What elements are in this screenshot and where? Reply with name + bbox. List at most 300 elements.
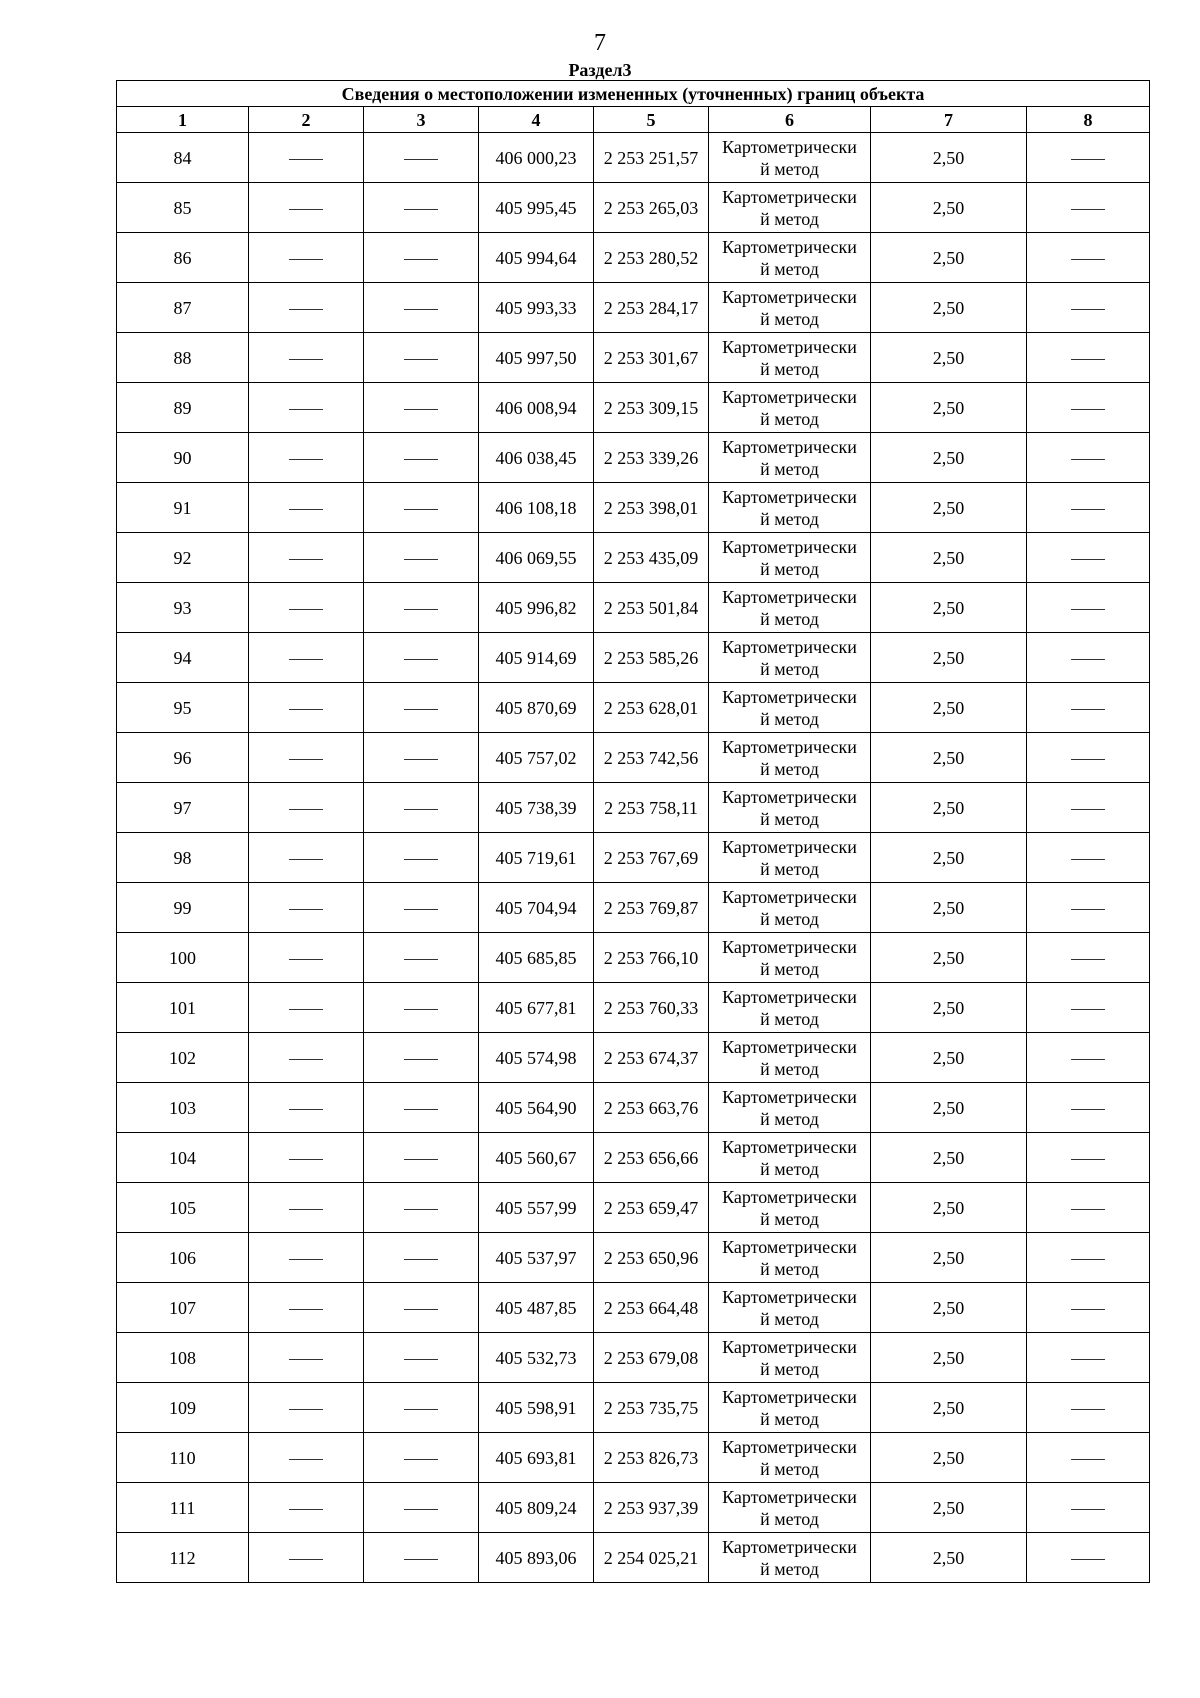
empty-cell-col3 <box>364 1133 479 1183</box>
point-number-cell: 112 <box>117 1533 249 1583</box>
accuracy-cell: 2,50 <box>871 233 1027 283</box>
dash-mark <box>1071 309 1105 310</box>
dash-mark <box>1071 1059 1105 1060</box>
empty-cell-col2 <box>249 183 364 233</box>
method-line-1: Картометрически <box>722 1286 857 1307</box>
empty-cell-col3 <box>364 1233 479 1283</box>
empty-cell-col8 <box>1027 483 1150 533</box>
dash-mark <box>404 1009 438 1010</box>
empty-cell-col2 <box>249 1133 364 1183</box>
dash-mark <box>289 409 323 410</box>
dash-mark <box>289 159 323 160</box>
y-coordinate-cell: 2 253 284,17 <box>594 283 709 333</box>
empty-cell-col3 <box>364 233 479 283</box>
dash-mark <box>289 1409 323 1410</box>
point-number-cell: 97 <box>117 783 249 833</box>
point-number-cell: 91 <box>117 483 249 533</box>
method-cell <box>709 1433 871 1483</box>
x-coordinate-cell: 405 557,99 <box>479 1183 594 1233</box>
table-row <box>117 383 1150 433</box>
method-line-1: Картометрически <box>722 186 857 207</box>
column-header-3: 3 <box>364 107 479 133</box>
method-line-1: Картометрически <box>722 486 857 507</box>
y-coordinate-cell: 2 253 585,26 <box>594 633 709 683</box>
table-row <box>117 1433 1150 1483</box>
empty-cell-col2 <box>249 883 364 933</box>
y-coordinate-cell: 2 253 766,10 <box>594 933 709 983</box>
y-coordinate-cell: 2 253 650,96 <box>594 1233 709 1283</box>
accuracy-cell: 2,50 <box>871 1233 1027 1283</box>
table-row <box>117 983 1150 1033</box>
empty-cell-col3 <box>364 1433 479 1483</box>
dash-mark <box>404 559 438 560</box>
point-number-cell: 107 <box>117 1283 249 1333</box>
empty-cell-col8 <box>1027 1533 1150 1583</box>
method-cell <box>709 1033 871 1083</box>
table-row <box>117 1133 1150 1183</box>
dash-mark <box>1071 1159 1105 1160</box>
method-line-2: й метод <box>760 558 819 579</box>
point-number-cell: 98 <box>117 833 249 883</box>
dash-mark <box>289 559 323 560</box>
column-header-2: 2 <box>249 107 364 133</box>
y-coordinate-cell: 2 253 937,39 <box>594 1483 709 1533</box>
dash-mark <box>289 509 323 510</box>
empty-cell-col3 <box>364 1333 479 1383</box>
empty-cell-col8 <box>1027 1483 1150 1533</box>
empty-cell-col2 <box>249 1533 364 1583</box>
empty-cell-col3 <box>364 1283 479 1333</box>
x-coordinate-cell: 405 598,91 <box>479 1383 594 1433</box>
y-coordinate-cell: 2 253 735,75 <box>594 1383 709 1433</box>
method-line-1: Картометрически <box>722 1186 857 1207</box>
table-row <box>117 1283 1150 1333</box>
dash-mark <box>289 959 323 960</box>
dash-mark <box>404 409 438 410</box>
method-line-1: Картометрически <box>722 236 857 257</box>
dash-mark <box>289 1559 323 1560</box>
x-coordinate-cell: 405 677,81 <box>479 983 594 1033</box>
dash-mark <box>1071 209 1105 210</box>
method-cell <box>709 483 871 533</box>
empty-cell-col2 <box>249 933 364 983</box>
method-cell <box>709 433 871 483</box>
dash-mark <box>404 659 438 660</box>
point-number-cell: 110 <box>117 1433 249 1483</box>
x-coordinate-cell: 405 870,69 <box>479 683 594 733</box>
empty-cell-col2 <box>249 1083 364 1133</box>
x-coordinate-cell: 405 560,67 <box>479 1133 594 1183</box>
accuracy-cell: 2,50 <box>871 933 1027 983</box>
dash-mark <box>1071 1009 1105 1010</box>
method-cell <box>709 383 871 433</box>
empty-cell-col3 <box>364 483 479 533</box>
y-coordinate-cell: 2 253 501,84 <box>594 583 709 633</box>
dash-mark <box>1071 959 1105 960</box>
method-cell <box>709 633 871 683</box>
method-line-1: Картометрически <box>722 1386 857 1407</box>
y-coordinate-cell: 2 253 659,47 <box>594 1183 709 1233</box>
empty-cell-col2 <box>249 383 364 433</box>
dash-mark <box>289 759 323 760</box>
y-coordinate-cell: 2 253 826,73 <box>594 1433 709 1483</box>
point-number-cell: 84 <box>117 133 249 183</box>
empty-cell-col8 <box>1027 683 1150 733</box>
empty-cell-col8 <box>1027 633 1150 683</box>
empty-cell-col8 <box>1027 583 1150 633</box>
method-line-1: Картометрически <box>722 1336 857 1357</box>
method-line-1: Картометрически <box>722 536 857 557</box>
empty-cell-col2 <box>249 1433 364 1483</box>
method-line-2: й метод <box>760 1108 819 1129</box>
dash-mark <box>404 509 438 510</box>
method-line-1: Картометрически <box>722 886 857 907</box>
accuracy-cell: 2,50 <box>871 983 1027 1033</box>
point-number-cell: 109 <box>117 1383 249 1433</box>
empty-cell-col8 <box>1027 533 1150 583</box>
point-number-cell: 93 <box>117 583 249 633</box>
empty-cell-col3 <box>364 283 479 333</box>
empty-cell-col2 <box>249 783 364 833</box>
empty-cell-col2 <box>249 133 364 183</box>
method-cell <box>709 533 871 583</box>
dash-mark <box>289 859 323 860</box>
method-line-2: й метод <box>760 1258 819 1279</box>
dash-mark <box>404 159 438 160</box>
method-cell <box>709 883 871 933</box>
accuracy-cell: 2,50 <box>871 1383 1027 1433</box>
method-line-1: Картометрически <box>722 1536 857 1557</box>
table-row <box>117 1383 1150 1433</box>
empty-cell-col2 <box>249 1333 364 1383</box>
method-cell <box>709 333 871 383</box>
method-line-1: Картометрически <box>722 736 857 757</box>
empty-cell-col2 <box>249 433 364 483</box>
method-cell <box>709 183 871 233</box>
dash-mark <box>404 1459 438 1460</box>
y-coordinate-cell: 2 253 760,33 <box>594 983 709 1033</box>
y-coordinate-cell: 2 253 674,37 <box>594 1033 709 1083</box>
empty-cell-col3 <box>364 1483 479 1533</box>
point-number-cell: 87 <box>117 283 249 333</box>
method-line-1: Картометрически <box>722 1036 857 1057</box>
method-line-1: Картометрически <box>722 386 857 407</box>
empty-cell-col8 <box>1027 1433 1150 1483</box>
point-number-cell: 90 <box>117 433 249 483</box>
dash-mark <box>289 809 323 810</box>
method-line-1: Картометрически <box>722 1436 857 1457</box>
x-coordinate-cell: 406 108,18 <box>479 483 594 533</box>
method-line-2: й метод <box>760 208 819 229</box>
accuracy-cell: 2,50 <box>871 333 1027 383</box>
method-cell <box>709 783 871 833</box>
point-number-cell: 96 <box>117 733 249 783</box>
method-cell <box>709 833 871 883</box>
dash-mark <box>1071 759 1105 760</box>
table-row <box>117 433 1150 483</box>
method-line-1: Картометрически <box>722 1236 857 1257</box>
table-row <box>117 833 1150 883</box>
dash-mark <box>1071 159 1105 160</box>
empty-cell-col2 <box>249 1383 364 1433</box>
accuracy-cell: 2,50 <box>871 1183 1027 1233</box>
method-line-1: Картометрически <box>722 836 857 857</box>
empty-cell-col3 <box>364 933 479 983</box>
dash-mark <box>289 709 323 710</box>
empty-cell-col8 <box>1027 1383 1150 1433</box>
method-cell <box>709 283 871 333</box>
accuracy-cell: 2,50 <box>871 533 1027 583</box>
empty-cell-col8 <box>1027 133 1150 183</box>
method-cell <box>709 933 871 983</box>
x-coordinate-cell: 405 685,85 <box>479 933 594 983</box>
x-coordinate-cell: 405 757,02 <box>479 733 594 783</box>
x-coordinate-cell: 405 532,73 <box>479 1333 594 1383</box>
empty-cell-col8 <box>1027 433 1150 483</box>
empty-cell-col8 <box>1027 1183 1150 1233</box>
empty-cell-col8 <box>1027 183 1150 233</box>
dash-mark <box>1071 1409 1105 1410</box>
method-line-2: й метод <box>760 408 819 429</box>
table-row <box>117 1183 1150 1233</box>
empty-cell-col2 <box>249 633 364 683</box>
method-line-2: й метод <box>760 608 819 629</box>
accuracy-cell: 2,50 <box>871 1333 1027 1383</box>
y-coordinate-cell: 2 254 025,21 <box>594 1533 709 1583</box>
method-cell <box>709 683 871 733</box>
point-number-cell: 86 <box>117 233 249 283</box>
empty-cell-col8 <box>1027 983 1150 1033</box>
x-coordinate-cell: 405 738,39 <box>479 783 594 833</box>
method-line-1: Картометрически <box>722 1086 857 1107</box>
empty-cell-col3 <box>364 583 479 633</box>
x-coordinate-cell: 405 704,94 <box>479 883 594 933</box>
empty-cell-col3 <box>364 183 479 233</box>
dash-mark <box>289 1009 323 1010</box>
dash-mark <box>289 609 323 610</box>
empty-cell-col2 <box>249 983 364 1033</box>
empty-cell-col3 <box>364 533 479 583</box>
y-coordinate-cell: 2 253 663,76 <box>594 1083 709 1133</box>
dash-mark <box>289 459 323 460</box>
method-line-2: й метод <box>760 758 819 779</box>
method-line-2: й метод <box>760 958 819 979</box>
method-line-2: й метод <box>760 708 819 729</box>
empty-cell-col3 <box>364 1183 479 1233</box>
dash-mark <box>1071 359 1105 360</box>
method-line-1: Картометрически <box>722 986 857 1007</box>
method-cell <box>709 1483 871 1533</box>
method-cell <box>709 1233 871 1283</box>
empty-cell-col3 <box>364 883 479 933</box>
method-line-2: й метод <box>760 458 819 479</box>
dash-mark <box>404 909 438 910</box>
dash-mark <box>289 1509 323 1510</box>
table-caption: Сведения о местоположении измененных (уточненных) границ объекта <box>117 81 1150 107</box>
method-cell <box>709 133 871 183</box>
method-line-2: й метод <box>760 158 819 179</box>
table-row <box>117 183 1150 233</box>
method-cell <box>709 583 871 633</box>
empty-cell-col8 <box>1027 733 1150 783</box>
method-line-1: Картометрически <box>722 686 857 707</box>
x-coordinate-cell: 405 996,82 <box>479 583 594 633</box>
y-coordinate-cell: 2 253 309,15 <box>594 383 709 433</box>
method-line-1: Картометрически <box>722 936 857 957</box>
point-number-cell: 95 <box>117 683 249 733</box>
method-cell <box>709 1083 871 1133</box>
table-row <box>117 683 1150 733</box>
method-line-1: Картометрически <box>722 336 857 357</box>
empty-cell-col2 <box>249 1483 364 1533</box>
table-row <box>117 633 1150 683</box>
accuracy-cell: 2,50 <box>871 383 1027 433</box>
column-header-8: 8 <box>1027 107 1150 133</box>
table-row <box>117 933 1150 983</box>
point-number-cell: 88 <box>117 333 249 383</box>
y-coordinate-cell: 2 253 339,26 <box>594 433 709 483</box>
dash-mark <box>404 709 438 710</box>
y-coordinate-cell: 2 253 679,08 <box>594 1333 709 1383</box>
dash-mark <box>1071 1109 1105 1110</box>
table-row <box>117 533 1150 583</box>
point-number-cell: 102 <box>117 1033 249 1083</box>
empty-cell-col8 <box>1027 783 1150 833</box>
dash-mark <box>404 859 438 860</box>
dash-mark <box>1071 1209 1105 1210</box>
point-number-cell: 103 <box>117 1083 249 1133</box>
empty-cell-col8 <box>1027 933 1150 983</box>
x-coordinate-cell: 405 994,64 <box>479 233 594 283</box>
x-coordinate-cell: 405 995,45 <box>479 183 594 233</box>
column-header-5: 5 <box>594 107 709 133</box>
x-coordinate-cell: 406 008,94 <box>479 383 594 433</box>
x-coordinate-cell: 406 069,55 <box>479 533 594 583</box>
dash-mark <box>1071 509 1105 510</box>
method-line-2: й метод <box>760 1208 819 1229</box>
x-coordinate-cell: 405 809,24 <box>479 1483 594 1533</box>
empty-cell-col3 <box>364 1033 479 1083</box>
point-number-cell: 99 <box>117 883 249 933</box>
column-header-6: 6 <box>709 107 871 133</box>
point-number-cell: 85 <box>117 183 249 233</box>
y-coordinate-cell: 2 253 769,87 <box>594 883 709 933</box>
y-coordinate-cell: 2 253 280,52 <box>594 233 709 283</box>
dash-mark <box>289 659 323 660</box>
empty-cell-col2 <box>249 283 364 333</box>
accuracy-cell: 2,50 <box>871 1533 1027 1583</box>
y-coordinate-cell: 2 253 664,48 <box>594 1283 709 1333</box>
method-cell <box>709 233 871 283</box>
accuracy-cell: 2,50 <box>871 633 1027 683</box>
x-coordinate-cell: 405 993,33 <box>479 283 594 333</box>
dash-mark <box>1071 259 1105 260</box>
point-number-cell: 108 <box>117 1333 249 1383</box>
method-line-2: й метод <box>760 358 819 379</box>
table-row <box>117 133 1150 183</box>
x-coordinate-cell: 405 574,98 <box>479 1033 594 1083</box>
method-line-2: й метод <box>760 658 819 679</box>
dash-mark <box>404 309 438 310</box>
method-line-2: й метод <box>760 1308 819 1329</box>
dash-mark <box>404 1209 438 1210</box>
method-line-2: й метод <box>760 808 819 829</box>
y-coordinate-cell: 2 253 398,01 <box>594 483 709 533</box>
empty-cell-col2 <box>249 683 364 733</box>
dash-mark <box>404 1559 438 1560</box>
method-line-2: й метод <box>760 858 819 879</box>
dash-mark <box>1071 459 1105 460</box>
y-coordinate-cell: 2 253 656,66 <box>594 1133 709 1183</box>
dash-mark <box>289 1259 323 1260</box>
x-coordinate-cell: 405 914,69 <box>479 633 594 683</box>
dash-mark <box>404 459 438 460</box>
dash-mark <box>404 1309 438 1310</box>
empty-cell-col2 <box>249 833 364 883</box>
table-row <box>117 1533 1150 1583</box>
dash-mark <box>404 1259 438 1260</box>
table-row <box>117 1033 1150 1083</box>
accuracy-cell: 2,50 <box>871 583 1027 633</box>
method-line-1: Картометрически <box>722 286 857 307</box>
point-number-cell: 101 <box>117 983 249 1033</box>
dash-mark <box>404 1359 438 1360</box>
point-number-cell: 100 <box>117 933 249 983</box>
empty-cell-col2 <box>249 533 364 583</box>
method-cell <box>709 983 871 1033</box>
method-cell <box>709 1133 871 1183</box>
accuracy-cell: 2,50 <box>871 833 1027 883</box>
table-row <box>117 483 1150 533</box>
column-header-7: 7 <box>871 107 1027 133</box>
dash-mark <box>1071 1359 1105 1360</box>
y-coordinate-cell: 2 253 265,03 <box>594 183 709 233</box>
empty-cell-col2 <box>249 1283 364 1333</box>
dash-mark <box>289 1159 323 1160</box>
method-cell <box>709 1183 871 1233</box>
table-row <box>117 333 1150 383</box>
empty-cell-col3 <box>364 633 479 683</box>
empty-cell-col2 <box>249 333 364 383</box>
empty-cell-col8 <box>1027 1283 1150 1333</box>
point-number-cell: 104 <box>117 1133 249 1183</box>
dash-mark <box>289 1059 323 1060</box>
empty-cell-col8 <box>1027 233 1150 283</box>
method-line-2: й метод <box>760 308 819 329</box>
empty-cell-col3 <box>364 833 479 883</box>
dash-mark <box>1071 609 1105 610</box>
accuracy-cell: 2,50 <box>871 783 1027 833</box>
x-coordinate-cell: 406 038,45 <box>479 433 594 483</box>
empty-cell-col3 <box>364 433 479 483</box>
method-line-2: й метод <box>760 1008 819 1029</box>
dash-mark <box>404 259 438 260</box>
dash-mark <box>289 209 323 210</box>
empty-cell-col8 <box>1027 383 1150 433</box>
empty-cell-col8 <box>1027 1133 1150 1183</box>
table-row <box>117 1483 1150 1533</box>
page-number: 7 <box>594 30 606 56</box>
table-row <box>117 883 1150 933</box>
empty-cell-col3 <box>364 1383 479 1433</box>
dash-mark <box>404 359 438 360</box>
method-cell <box>709 1333 871 1383</box>
accuracy-cell: 2,50 <box>871 733 1027 783</box>
empty-cell-col2 <box>249 583 364 633</box>
method-line-2: й метод <box>760 1358 819 1379</box>
empty-cell-col2 <box>249 1033 364 1083</box>
method-line-2: й метод <box>760 1158 819 1179</box>
